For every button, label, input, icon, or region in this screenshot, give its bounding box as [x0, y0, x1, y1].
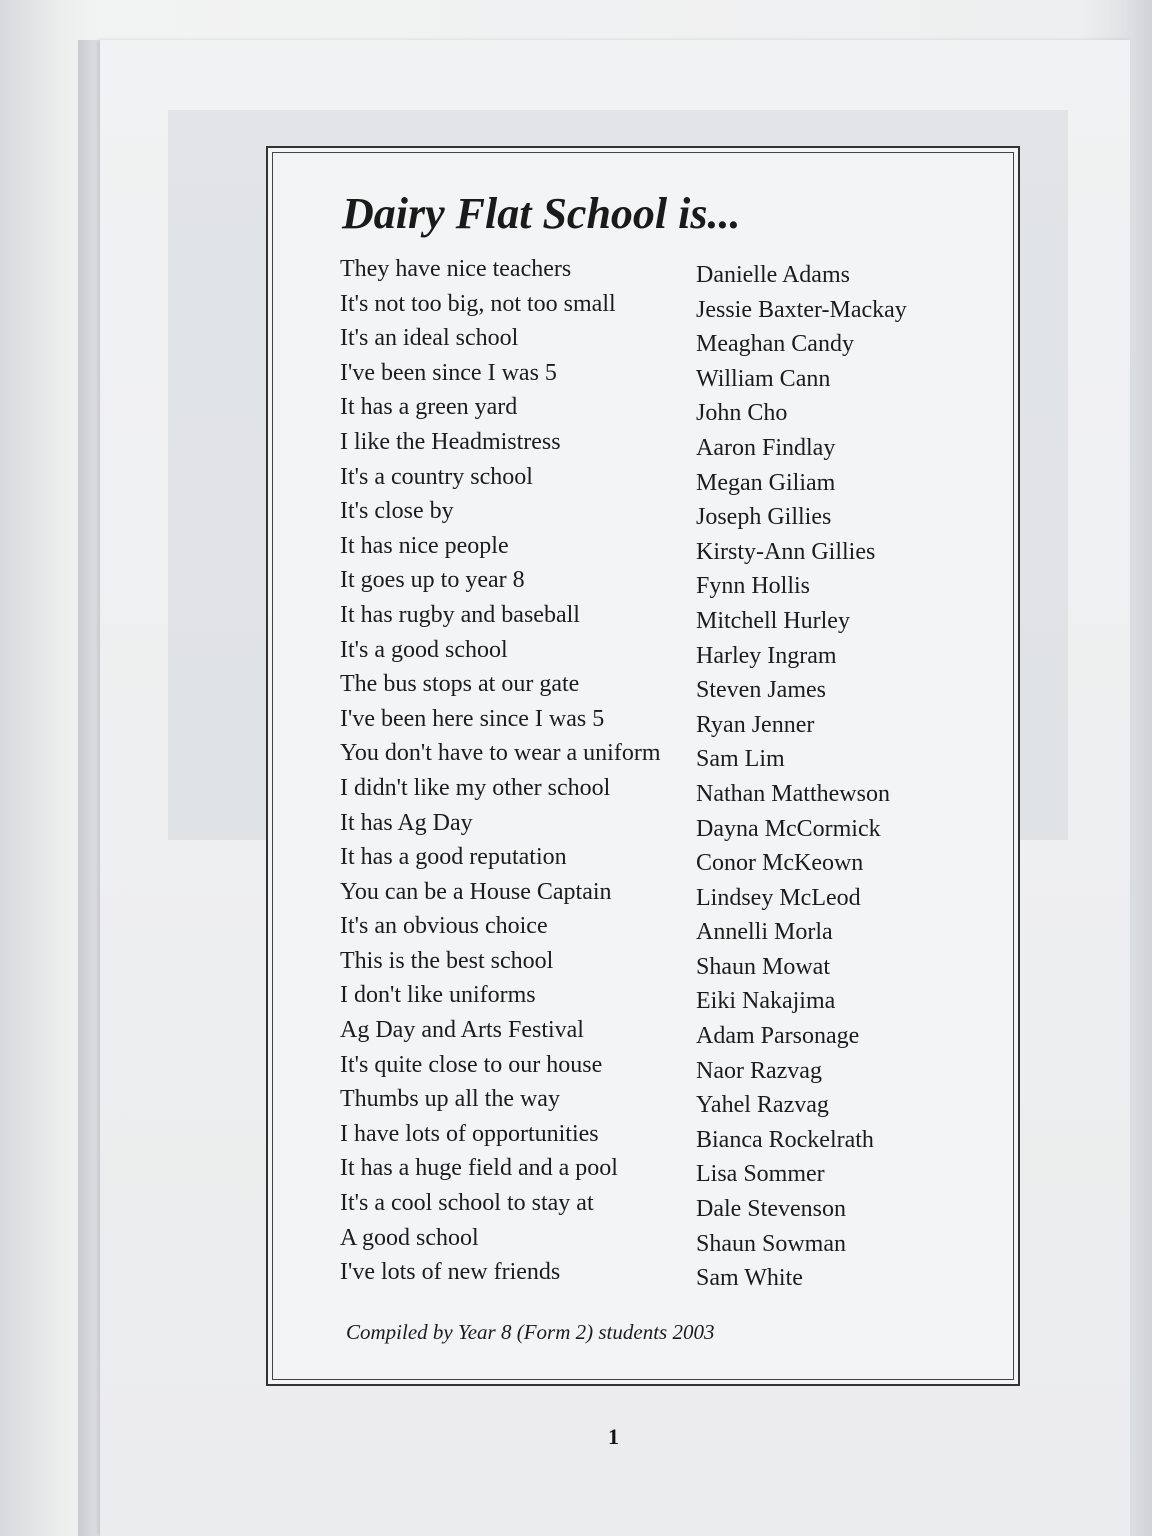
student-name: Sam White: [696, 1265, 803, 1292]
reason-item: It has a huge field and a pool: [340, 1155, 618, 1182]
student-name: Bianca Rockelrath: [696, 1126, 874, 1153]
student-name: Conor McKeown: [696, 850, 864, 877]
reason-item: Ag Day and Arts Festival: [340, 1017, 584, 1044]
reason-item: It has a green yard: [340, 394, 518, 421]
reason-item: It's an obvious choice: [340, 913, 548, 940]
reason-item: The bus stops at our gate: [340, 671, 580, 698]
student-name: Naor Razvag: [696, 1057, 822, 1084]
reason-item: A good school: [340, 1224, 479, 1251]
reason-item: I didn't like my other school: [340, 774, 611, 801]
student-name: Adam Parsonage: [696, 1023, 860, 1050]
student-name: Steven James: [696, 677, 826, 704]
reason-item: It has rugby and baseball: [340, 601, 580, 628]
student-name: Lisa Sommer: [696, 1161, 825, 1188]
student-name: Lindsey McLeod: [696, 884, 861, 911]
student-name: Megan Giliam: [696, 469, 836, 496]
student-name: Annelli Morla: [696, 919, 833, 946]
reason-item: It's a cool school to stay at: [340, 1190, 594, 1217]
reason-item: It goes up to year 8: [340, 567, 525, 594]
reason-item: It's quite close to our house: [340, 1051, 603, 1078]
double-border-frame: [266, 146, 1020, 1386]
student-name: Jessie Baxter-Mackay: [696, 296, 907, 323]
reason-item: I've lots of new friends: [340, 1259, 561, 1286]
reason-item: I've been here since I was 5: [340, 705, 605, 732]
reason-item: It has Ag Day: [340, 809, 473, 836]
reason-item: This is the best school: [340, 947, 554, 974]
student-name: Shaun Sowman: [696, 1230, 846, 1257]
reason-item: You can be a House Captain: [340, 878, 612, 905]
student-name: Harley Ingram: [696, 642, 837, 669]
compiled-by-credit: Compiled by Year 8 (Form 2) students 2003: [346, 1320, 715, 1344]
student-name: Shaun Mowat: [696, 953, 830, 980]
reason-item: You don't have to wear a uniform: [340, 740, 661, 767]
reason-item: They have nice teachers: [340, 256, 572, 282]
student-name: Eiki Nakajima: [696, 988, 836, 1015]
reasons-list: [340, 252, 661, 1290]
page-number: 1: [608, 1424, 619, 1449]
student-name: Danielle Adams: [696, 262, 850, 288]
student-name: William Cann: [696, 365, 831, 392]
reason-item: I don't like uniforms: [340, 982, 536, 1009]
reason-item: It's not too big, not too small: [340, 290, 616, 317]
reason-item: I have lots of opportunities: [340, 1120, 599, 1147]
student-name: Ryan Jenner: [696, 711, 815, 738]
student-name: Joseph Gillies: [696, 504, 832, 531]
reason-item: I've been since I was 5: [340, 359, 557, 386]
student-name: Mitchell Hurley: [696, 607, 850, 634]
reason-item: It's an ideal school: [340, 325, 519, 352]
reason-item: It has a good reputation: [340, 844, 567, 871]
student-name: Yahel Razvag: [696, 1092, 829, 1119]
reason-item: It's close by: [340, 498, 454, 525]
student-name: Nathan Matthewson: [696, 780, 890, 807]
student-names-list: [696, 258, 907, 1296]
student-name: Meaghan Candy: [696, 331, 854, 358]
reason-item: It has nice people: [340, 532, 509, 559]
reason-item: It's a good school: [340, 636, 508, 663]
student-name: Kirsty-Ann Gillies: [696, 538, 876, 565]
reason-item: I like the Headmistress: [340, 428, 561, 455]
student-name: Dale Stevenson: [696, 1196, 846, 1223]
student-name: Fynn Hollis: [696, 573, 811, 600]
reason-item: It's a country school: [340, 463, 533, 490]
student-name: Aaron Findlay: [696, 434, 836, 461]
reason-item: Thumbs up all the way: [340, 1086, 560, 1113]
student-name: Dayna McCormick: [696, 815, 881, 842]
page-title: Dairy Flat School is...: [342, 189, 741, 238]
student-name: John Cho: [696, 400, 788, 427]
student-name: Sam Lim: [696, 746, 785, 773]
